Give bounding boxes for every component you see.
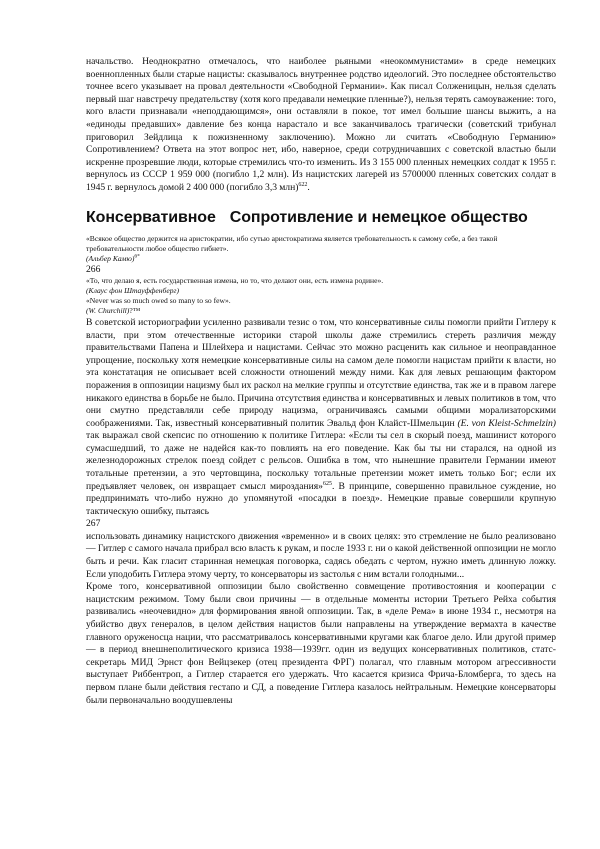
section-heading-word2: Сопротивление и немецкое общество [229,208,528,226]
page-number: 267 [86,518,101,530]
section-heading-word1: Консервативное [86,208,216,226]
continuation-paragraph: использовать динамику нацистского движения «временно» и в своих целях: это стремление не было реализовано — Гитлер с самого начала прибрал всю власть к рукам, и после 1933 г. ни о какой действенной оппозиции не могло быть и речи. Как гласит старинная немецкая поговорка, садясь обедать с чертом, нужно иметь длинную ложку. Если уподобить Гитлера этому черту, то консерваторы из застолья с ним встали голодными... [86,530,556,580]
main-paragraph-text: . В принципе, совершенно правильное суждение, но предпринимать что-либо нужно до упомянутой «посадки в поезд». Немецкие правые совершили крупную тактическую ошибку, пытаясь [86,480,556,517]
intro-paragraph: начальство. Неоднократно отмечалось, что наиболее рьяными «неокоммунистами» в среде немецких военнопленных были старые нацисты: сказывалось внутреннее родство идеологий. Это последнее обстоятельство точнее всего указывает на провал деятельности «Свободной Германии». Как писал Солженицын, нельзя сделать первый шаг навстречу предательству (хотя кого предавали немецкие пленные?), нельзя терять самоуважение: того, кого власти признавали «неподдающимся», они оставляли в покое, тот имел большие шансы выжить, а на «единоды предавших» давление без конца нарастало и все заканчивалось трагически (советский трибунал приговорил Зейдлица к пожизненному заключению). Можно ли считать «Свободную Германию» Сопротивлением? Ответа на этот вопрос нет, ибо, наверное, среди сотрудничавших с советской властью были искренне прозревшие люди, которые стремились что-то изменить. Из 3 155 000 пленных немецких солдат к 1955 г. вернулось из СССР 1 959 000 (погибло 1,2 млн). Из нацистских лагерей из 5700000 пленных советских солдат в 1945 г. вернулось домой 2 400 000 (погибло 3,3 млн)$^{622}$. [86,56,556,193]
epigraph-quote: «Всякое общество держится на аристократии, ибо сутью аристократизма является требовательность к самому себе, а без такой требовательности любое общество гибнет». [86,233,498,253]
epigraph-author: (Клаус фон Штауффенберг) [86,285,180,295]
footnote-ref: 622 [298,181,308,188]
footnote-ref: 625 [322,480,332,487]
epigraph-author-mark: ?™ [129,305,141,315]
document-page [86,56,556,707]
epigraph-quote: «То, что делаю я, есть государственная измена, но то, что делают они, есть измена родине». [86,275,384,285]
epigraph-author [86,254,556,264]
section-heading [86,208,556,228]
italic-name: (E. von Kleist-Schmelzin) [457,417,556,429]
main-paragraph [86,317,556,519]
main-paragraph-text: так выражал свой скепсис по отношению к политике Гитлера: «Если ты сел в скорый поезд, машинист которого сумасшедший, то даже не надейся как-то повлиять на его поведение. Как бы ты ни старался, на одной из железнодорожных стрелок поезд сойдет с рельсов. Ошибка в том, что нынешние правители Германии имеют тотальные претензии, а это чертовщина, поскольку тотальные претензии может иметь только Бог; если их предъявляет человек, он извращает смысл мироздания» [86,430,556,492]
intro-paragraph-text: начальство. Неоднократно отмечалось, что наиболее рьяными «неокоммунистами» в среде немецких военнопленных были старые нацисты: сказывалось внутреннее родство идеологий. Это последнее обстоятельство точнее всего указывает на провал деятельности «Свободной Германии». Как писал Солженицын, нельзя сделать первый шаг навстречу предательству (хотя кого предавали немецкие пленные?), нельзя терять самоуважение: того, кого власти признавали «неподдающимся», они оставляли в покое, тот имел большие шансы выжить, а на «единоды предавших» давление без конца нарастало и все заканчивалось трагически (советский трибунал приговорил Зейдлица к пожизненному заключению). Можно ли считать «Свободную Германию» Сопротивлением? Ответа на этот вопрос нет, ибо, наверное, среди сотрудничавших с советской властью были искренне прозревшие люди, которые стремились что-то изменить. Из 3 155 000 пленных немецких солдат к 1955 г. вернулось из СССР 1 959 000 (погибло 1,2 млн). Из нацистских лагерей из 5700000 пленных советских солдат в 1945 г. вернулось домой 2 400 000 (погибло 3,3 млн) [86,56,556,193]
epigraph-author-mark: 6* [134,253,140,259]
epigraph-author-name: (Альбер Камю) [86,253,135,263]
epigraph-quote: «Never was so much owed so many to so few». [86,295,231,305]
main-paragraph-text: В советской историографии усиленно развивали тезис о том, что консервативные силы помогли прийти Гитлеру к власти, при этом отечественные историки старой школы даже стремились стереть различия между правительствами Папена и Шлейхера и нацистами. Сейчас это можно расценить как сильное и неоправданное упрощение, поскольку хотя немецкие консервативные силы на самом деле помогли нацистам прийти к власти, но эта констатация не описывает всей сложности отношений между ними. Как для левых решающим фактором поражения в оппозиции нацизму был их раскол на мелкие группы и отсутствие единства, так же и в правом лагере никакого единства в борьбе не было. Причина отсутствия единства и консервативных и левых политиков в том, что они смутно представляли себе природу нацизма, ограничиваясь самыми общими морализаторскими соображениями. Так, известный консервативный политик Эвальд фон Клайст-Шмельцин [86,316,556,429]
page-number: 266 [86,263,101,275]
final-paragraph: Кроме того, консервативной оппозиции было свойственно совмещение противостояния и кооперации с нацистским режимом. Тому были свои причины — в отдельные моменты истории Третьего Рейха события развивались «неочевидно» для формирования явной оппозиции. Так, в «деле Рема» в июне 1934 г., несмотря на убийство двух генералов, в целом действия нацистов были направлены на утверждение вермахта в качестве главного оруженосца нации, что рассматривалось консервативными кругами как благое дело. Или другой пример — в период внешнеполитического кризиса 1938—1939гг. один из ведущих консервативных политиков, статс-секретарь МИД Эрнст фон Вейцзекер (отец президента ФРГ) полагал, что главным мотором агрессивности выступает Риббентроп, а Гитлер старается его удержать. Что касается кризиса Фрича-Бломберга, то здесь на первом плане были действия гестапо и СД, а поведение Гитлера казалось нейтральным. Немецкие консерваторы были первоначально воодушевлены [86,581,556,706]
epigraph-author-name: (W. Churchill) [86,305,130,315]
epigraph-author [86,306,556,316]
